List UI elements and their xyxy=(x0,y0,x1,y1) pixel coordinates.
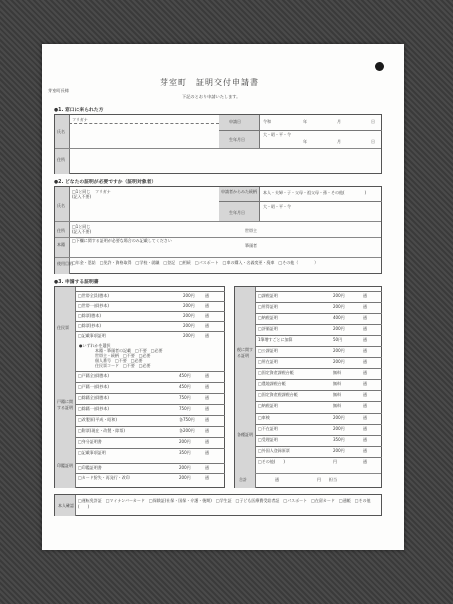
residence-item-label: □世帯一部(抄本) xyxy=(78,303,109,308)
section2-heading: ●2. どなたの証明が必要ですか（証明対象者） xyxy=(54,180,157,185)
residence-option: 世帯主・続柄 □不要 □必要 xyxy=(95,353,151,358)
other-item-unit: 通 xyxy=(363,448,367,453)
residence-item-price: 200円 xyxy=(183,293,195,298)
seal-item-label: □カード紛失・再発行・改印 xyxy=(78,475,130,480)
tax-item-price: 無料 xyxy=(333,370,341,375)
residence-item-unit: 通 xyxy=(205,313,209,318)
tax-item-label: □納税証明 xyxy=(258,315,278,320)
tax-item-label: □農地課税台帳 xyxy=(258,381,286,386)
tax-item-label: □所在証明 xyxy=(258,359,278,364)
purpose-label: 使用目的 xyxy=(57,261,73,266)
koseki-item-label: □身分証明書 xyxy=(78,439,102,444)
residence-item-label: □除票(謄本) xyxy=(78,313,101,318)
tax-item-unit: 通 xyxy=(363,337,367,342)
tax-item-price: 200円 xyxy=(333,304,345,309)
seal-group-label: 印鑑証明 xyxy=(57,463,73,468)
koseki-item-unit: 通 xyxy=(205,384,209,389)
tax-item-unit: 通 xyxy=(363,304,367,309)
koseki-item-price: 350円 xyxy=(179,450,191,455)
tax-item-price: 400円 xyxy=(333,315,345,320)
tax-item-unit: 通 xyxy=(363,403,367,408)
koseki-item-label: □改製原(平成・昭和) xyxy=(78,417,117,422)
tax-item-price: 50円 xyxy=(333,337,343,342)
tax-item-unit: 通 xyxy=(363,326,367,331)
seal-item-price: 200円 xyxy=(179,475,191,480)
other-item-price: 円 xyxy=(333,459,337,464)
koseki-item-label: □戸籍全部(謄本) xyxy=(78,373,109,378)
section1-birth-eras: 大・昭・平・令 xyxy=(263,132,291,137)
seal-item-price: 200円 xyxy=(179,465,191,470)
section2-same-as: □1と同じ xyxy=(72,189,91,194)
other-item-label: □車検 xyxy=(258,415,270,420)
tax-item-label: 1筆増すごとに加算 xyxy=(258,337,293,342)
section1-address-label: 住所 xyxy=(57,157,65,162)
koseki-item-price: 各200円 xyxy=(179,428,195,433)
other-item-price: 350円 xyxy=(333,437,345,442)
application-date-label: 申請日 xyxy=(229,119,241,124)
section2-birth-label: 生年月日 xyxy=(229,210,245,215)
section1-name-label: 氏名 xyxy=(57,129,65,134)
relation-label: 申請者からみた続柄 xyxy=(221,189,257,194)
certificate-left-table xyxy=(54,286,225,488)
koseki-item-label: □附票(現在・改製・除票) xyxy=(78,428,125,433)
other-item-unit: 通 xyxy=(363,437,367,442)
koseki-item-label: □記載事項証明 xyxy=(78,450,106,455)
application-form xyxy=(42,44,404,550)
koseki-item-price: 450円 xyxy=(179,373,191,378)
tax-item-unit: 通 xyxy=(363,359,367,364)
hittousha-label: 筆頭者 xyxy=(245,243,257,248)
residence-item-unit: 通 xyxy=(205,323,209,328)
residence-options-title: ●いずれかを選択 xyxy=(79,343,111,348)
relation-options: 本人・夫婦・子・父母・祖父母・孫・その他( ) xyxy=(263,190,367,195)
section1-furigana: フリガナ xyxy=(72,117,88,122)
identity-label: 本人確認 xyxy=(58,503,74,508)
section2-name-label: 氏名 xyxy=(57,203,65,208)
tax-item-label: □評価証明 xyxy=(258,326,278,331)
seal-item-unit: 通 xyxy=(205,475,209,480)
section3-heading: ●3. 申請する証明書 xyxy=(54,280,99,285)
punch-hole xyxy=(375,62,384,71)
section1-birth-label: 生年月日 xyxy=(229,137,245,142)
identity-options: □運転免許証 □マイナンバーカード □保険証(社保・国保・介護・後期) □学生証 □子ども医療費受給者証 □パスポート □在留カード □通帳 □その他( ) xyxy=(78,498,371,509)
tax-item-unit: 通 xyxy=(363,315,367,320)
tax-item-unit: 通 xyxy=(363,381,367,386)
residence-option: 個人番号 □不要 □必要 xyxy=(95,358,143,363)
section2-address-label: 住所 xyxy=(57,228,65,233)
residence-item-price: 200円 xyxy=(183,333,195,338)
other-item-price: 200円 xyxy=(333,415,345,420)
other-item-unit: 通 xyxy=(363,426,367,431)
residence-item-label: □除票(抄本) xyxy=(78,323,101,328)
tax-group-label: 税に関する証明 xyxy=(237,347,253,358)
seal-item-label: □印鑑証明書 xyxy=(78,465,102,470)
residence-item-label: □記載事項証明 xyxy=(78,333,106,338)
seal-item-unit: 通 xyxy=(205,465,209,470)
koseki-item-price: 各750円 xyxy=(179,417,195,422)
other-item-price: 200円 xyxy=(333,448,345,453)
tax-item-unit: 通 xyxy=(363,370,367,375)
koseki-item-unit: 通 xyxy=(205,406,209,411)
form-subtitle: 下記のとおり申請いたします。 xyxy=(182,94,241,99)
section2-table: 氏名 □1と同じ フリガナ (記入不要) 申請者からみた続柄 本人・夫婦・子・父母・祖父母・孫・その他( ) 生年月日 大・昭・平・令 住所 □1と同じ (記入不要) 世帯主 本籍 □下欄に関する証明が必要な場合のみ記載してください 筆頭者 使用目的 □年金・恩給 □免許・資格取得 □学校・就職 □登記 □相続 □パスポート □車の購入・名義変更・廃車 □その他（ ） xyxy=(54,186,382,274)
staff-label: 担当 xyxy=(329,477,337,482)
tax-item-label: □公課証明 xyxy=(258,348,278,353)
tax-item-label: □納税証明 xyxy=(258,403,278,408)
koseki-item-unit: 通 xyxy=(205,428,209,433)
householder-label: 世帯主 xyxy=(245,228,257,233)
residence-option: 住民票コード □不要 □必要 xyxy=(95,363,151,368)
other-item-price: 200円 xyxy=(333,426,345,431)
koseki-item-label: □除籍全部(謄本) xyxy=(78,395,109,400)
honseki-label: 本籍 xyxy=(57,242,65,247)
residence-group-label: 住民票 xyxy=(57,325,69,330)
residence-item-unit: 通 xyxy=(205,303,209,308)
total-label: 合計 xyxy=(239,477,247,482)
tax-item-label: □所得証明 xyxy=(258,304,278,309)
section1-heading: ●1. 窓口に来られた方 xyxy=(54,108,104,113)
tax-item-unit: 通 xyxy=(363,348,367,353)
tax-item-label: □固定資産税課税台帳 xyxy=(258,392,298,397)
tax-item-price: 無料 xyxy=(333,381,341,386)
tax-item-label: □固定資産課税台帳 xyxy=(258,370,294,375)
other-item-label: □外国人登録原票 xyxy=(258,448,290,453)
residence-item-unit: 通 xyxy=(205,333,209,338)
other-item-label: □不在証明 xyxy=(258,426,278,431)
residence-item-price: 200円 xyxy=(183,313,195,318)
residence-item-label: □世帯全員(謄本) xyxy=(78,293,109,298)
recipient: 芽室町長様 xyxy=(48,88,69,93)
koseki-item-price: 750円 xyxy=(179,395,191,400)
koseki-item-label: □除籍一部(抄本) xyxy=(78,406,109,411)
koseki-group-label: 戸籍に関する証明 xyxy=(57,399,73,410)
purpose-options: □年金・恩給 □免許・資格取得 □学校・就職 □登記 □相続 □パスポート □車の購入・名義変更・廃車 □その他（ ） xyxy=(72,260,319,265)
form-title: 芽室町 証明交付申請書 xyxy=(160,78,259,87)
other-item-label: □受理証明 xyxy=(258,437,278,442)
koseki-item-unit: 通 xyxy=(205,395,209,400)
tax-item-unit: 通 xyxy=(363,293,367,298)
tax-item-price: 200円 xyxy=(333,293,345,298)
other-item-label: □その他( ) xyxy=(258,459,285,464)
tax-item-price: 無料 xyxy=(333,403,341,408)
era-reiwa: 令和 xyxy=(263,119,271,124)
identity-table xyxy=(54,494,382,516)
tax-item-price: 200円 xyxy=(333,326,345,331)
koseki-item-label: □戸籍一部(抄本) xyxy=(78,384,109,389)
koseki-item-price: 200円 xyxy=(179,439,191,444)
residence-item-price: 200円 xyxy=(183,303,195,308)
koseki-item-unit: 通 xyxy=(205,439,209,444)
koseki-item-price: 750円 xyxy=(179,406,191,411)
residence-option: 本籍・筆頭者の記載 □不要 □必要 xyxy=(95,348,163,353)
tax-item-label: □課税証明 xyxy=(258,293,278,298)
tax-item-unit: 通 xyxy=(363,392,367,397)
other-item-unit: 通 xyxy=(363,459,367,464)
tax-item-price: 200円 xyxy=(333,348,345,353)
koseki-item-unit: 通 xyxy=(205,417,209,422)
other-item-unit: 通 xyxy=(363,415,367,420)
residence-item-price: 200円 xyxy=(183,323,195,328)
certificate-right-table: 税に関する証明 各種証明 □課税証明 200円 通 □所得証明 200円 通 □納税証明 400円 通 □評価証明 200円 通 1筆増すごとに加算 50円 通 □公課証明 200円 通 □所在証明 200円 通 □固定資産課税台帳 無料 通 □農地課税台帳 無料 通 □固定資産税課税台帳 無料 通 □納税証明 無料 通 □車検 200円 通 □不在証明 200円 通 □受理証明 350円 通 □外国人登録原票 200円 通 □その他( ) 円 通 合計 通 円 担当 xyxy=(234,286,382,488)
section1-table: 氏名 住所 フリガナ 申請日 生年月日 令和 年 月 日 大・昭・平・令 年 月 日 xyxy=(54,114,382,174)
tax-item-price: 200円 xyxy=(333,359,345,364)
residence-item-unit: 通 xyxy=(205,293,209,298)
section1-label-col xyxy=(55,115,69,174)
koseki-item-unit: 通 xyxy=(205,373,209,378)
other-group-label: 各種証明 xyxy=(237,432,253,437)
koseki-item-price: 450円 xyxy=(179,384,191,389)
tax-item-price: 無料 xyxy=(333,392,341,397)
koseki-item-unit: 通 xyxy=(205,450,209,455)
honseki-note: □下欄に関する証明が必要な場合のみ記載してください xyxy=(72,238,172,243)
